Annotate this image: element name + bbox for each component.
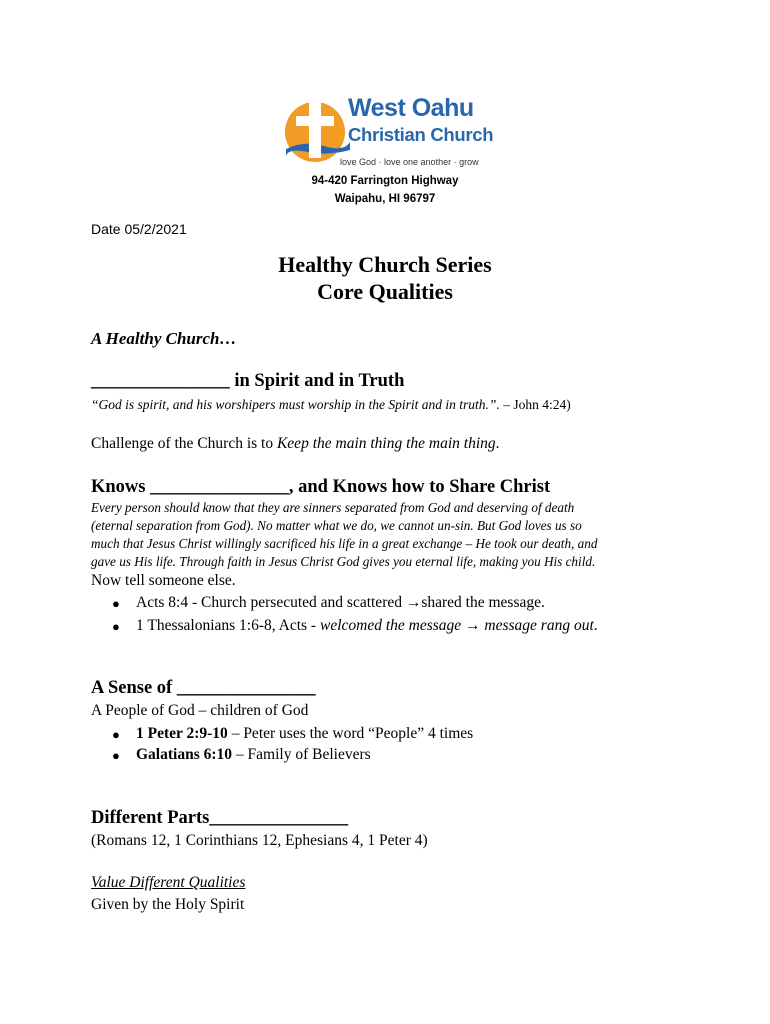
bullet2-italic: welcomed the message → message rang out: [319, 617, 594, 634]
section2-heading: Knows _______________, and Knows how to Share Christ: [91, 477, 551, 497]
logo-tagline: love God · love one another · grow: [340, 157, 479, 167]
section1-heading: _______________ in Spirit and in Truth: [91, 371, 405, 391]
challenge-italic: Keep the main thing the main thing: [276, 435, 496, 452]
bullet2-suffix: .: [593, 617, 598, 634]
given-by-spirit: Given by the Holy Spirit: [91, 896, 245, 913]
section2-bullet1: Acts 8:4 - Church persecuted and scattered →shared the message.: [136, 594, 545, 611]
bullet-icon: ●: [112, 596, 120, 611]
section3-bullet2: [136, 746, 371, 764]
challenge-line: [91, 435, 500, 453]
quote-text: “God is spirit, and his worshipers must worship in the Spirit and in truth.”.: [91, 397, 500, 412]
bullet2-text: – Family of Believers: [232, 746, 371, 763]
section3-heading: A Sense of _______________: [91, 678, 316, 698]
intro-heading: A Healthy Church…: [91, 329, 237, 348]
section3-bullet1: [136, 725, 473, 743]
value-qualities: Value Different Qualities: [91, 874, 246, 891]
bullet2-prefix: 1 Thessalonians 1:6-8, Acts -: [136, 617, 320, 634]
logo-name-line2: Christian Church: [348, 124, 494, 145]
section2-bullet2: [136, 617, 598, 635]
bullet-icon: ●: [112, 727, 120, 742]
section1-quote: [91, 397, 571, 413]
section2-para-line3: much that Jesus Christ willingly sacrificed his life in a great exchange – He took our death, and: [91, 536, 598, 551]
title-line2: Core Qualities: [317, 279, 453, 304]
section4-heading: Different Parts_______________: [91, 808, 349, 828]
bullet1-reference: 1 Peter 2:9-10: [136, 725, 228, 742]
address-line1: 94-420 Farrington Highway: [311, 175, 459, 187]
bullet-icon: ●: [112, 619, 120, 634]
section3-line: A People of God – children of God: [91, 702, 309, 719]
section2-para-line1: Every person should know that they are sinners separated from God and deserving of death: [91, 500, 575, 515]
challenge-prefix: Challenge of the Church is to: [91, 435, 277, 452]
church-logo: [284, 94, 494, 174]
logo-name-line1: West Oahu: [348, 94, 474, 122]
section4-references: (Romans 12, 1 Corinthians 12, Ephesians 4, 1 Peter 4): [91, 832, 428, 849]
tell-someone-line: Now tell someone else.: [91, 572, 236, 589]
section2-para-line2: (eternal separation from God). No matter what we do, we cannot un-sin. But God loves us so: [91, 518, 582, 533]
section2-para-line4: gave us His life. Through faith in Jesus Christ God gives you eternal life, making you His child.: [91, 554, 596, 569]
quote-reference: – John 4:24): [499, 397, 571, 412]
address-line2: Waipahu, HI 96797: [334, 193, 436, 205]
challenge-suffix: .: [495, 435, 500, 452]
bullet-icon: ●: [112, 748, 120, 763]
title-line1: Healthy Church Series: [278, 252, 492, 277]
bullet1-text: – Peter uses the word “People” 4 times: [227, 725, 474, 742]
date-text: Date 05/2/2021: [91, 221, 187, 237]
bullet2-reference: Galatians 6:10: [136, 746, 233, 763]
